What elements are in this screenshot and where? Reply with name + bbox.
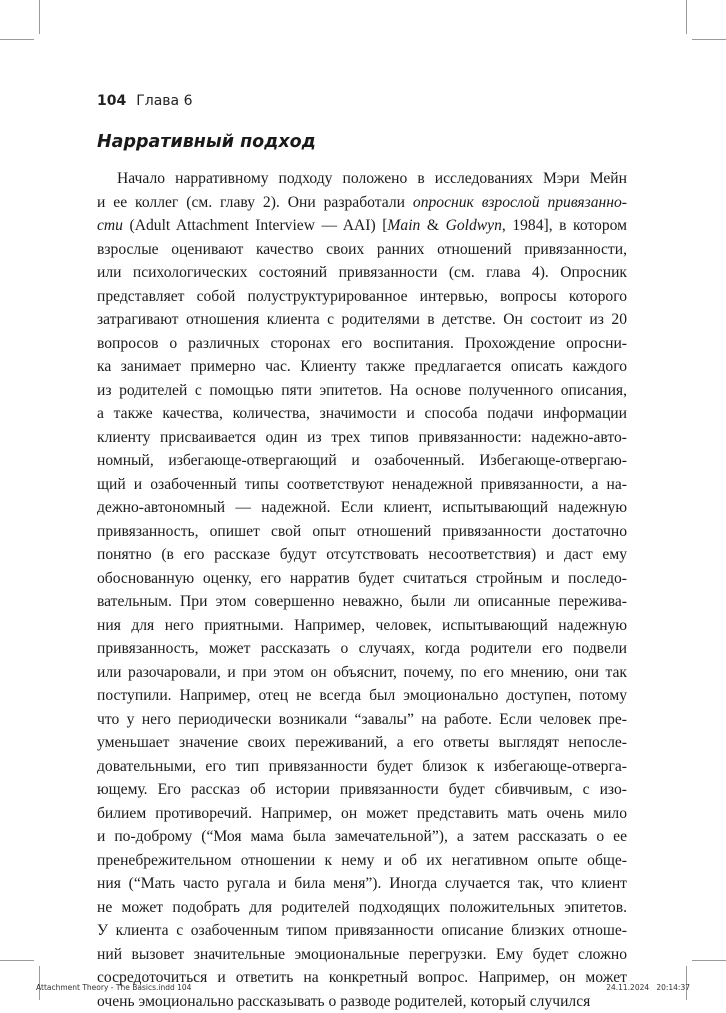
text-line: клиенту присваивается один из трех типов привязанности: надежно-авто-: [97, 426, 627, 450]
text-line: ния для него приятными. Например, человек, испытывающий надежную: [97, 614, 627, 638]
text-line: щий и озабоченный типы соответствуют ненадежной привязанности, а на-: [97, 473, 627, 497]
text-line: представляет собой полуструктурированное интервью, вопросы которого: [97, 285, 627, 309]
text-line: привязанность, опишет свой опыт отношений привязанности достаточно: [97, 520, 627, 544]
text-line: понятно (в его рассказе будут отсутствовать несоответствия) и даст ему: [97, 543, 627, 567]
text-line: затрагивают отношения клиента с родителями в детстве. Он состоит из 20: [97, 308, 627, 332]
text-line: и ее коллег (см. главу 2). Они разработали опросник взрослой привязанно-: [97, 191, 627, 215]
text-line: ка занимает примерно час. Клиенту также предлагается описать каждого: [97, 355, 627, 379]
running-head: [97, 93, 193, 109]
crop-mark-top-right: [686, 0, 687, 34]
text-line: а также качества, количества, значимости и способа подачи информации: [97, 402, 627, 426]
text-line: или разочаровали, и при этом он объяснит, почему, по его мнению, они так: [97, 661, 627, 685]
text-line: взрослые оценивают качество своих ранних отношений привязанности,: [97, 238, 627, 262]
chapter-label: Глава 6: [136, 93, 192, 109]
text-line: обоснованную оценку, его нарратив будет считаться стройным и последо-: [97, 567, 627, 591]
footer-timestamp: [606, 983, 690, 992]
text-line: Начало нарративному подходу положено в исследованиях Мэри Мейн: [97, 167, 627, 191]
crop-mark-right-top: [692, 39, 726, 40]
crop-mark-top-left: [39, 0, 40, 34]
crop-mark-left-bottom: [0, 960, 34, 961]
footer-time: 20:14:37: [656, 983, 690, 992]
text-line: не может подобрать для родителей подходящих положительных эпитетов.: [97, 896, 627, 920]
text-line: билием противоречий. Например, он может представить мать очень мило: [97, 802, 627, 826]
page-number: 104: [97, 93, 126, 109]
text-line: ний вызовет значительные эмоциональные перегрузки. Ему будет сложно: [97, 943, 627, 967]
footer-date: 24.11.2024: [606, 983, 649, 992]
text-line: поступили. Например, отец не всегда был эмоционально доступен, потому: [97, 684, 627, 708]
text-line: что у него периодически возникали “завалы” на работе. Если человек пре-: [97, 708, 627, 732]
text-line: сти (Adult Attachment Interview — AAI) [Main & Goldwyn, 1984], в котором: [97, 214, 627, 238]
text-line: сосредоточиться и ответить на конкретный вопрос. Например, он может: [97, 966, 627, 990]
text-line: или психологических состояний привязанности (см. глава 4). Опросник: [97, 261, 627, 285]
text-line: ния (“Мать часто ругала и била меня”). Иногда случается так, что клиент: [97, 872, 627, 896]
footer-file-info: Attachment Theory - The Basics.indd 104: [36, 983, 191, 992]
crop-mark-right-bottom: [692, 960, 726, 961]
crop-mark-left-top: [0, 39, 34, 40]
text-line: довательными, его тип привязанности будет близок к избегающе-отверга-: [97, 755, 627, 779]
text-line: уменьшает значение своих переживаний, а его ответы выглядят непосле-: [97, 731, 627, 755]
text-line: вательным. При этом совершенно неважно, были ли описанные пережива-: [97, 590, 627, 614]
text-line: очень эмоционально рассказывать о разводе родителей, который случился: [97, 990, 627, 1013]
text-line: привязанность, может рассказать о случаях, когда родители его подвели: [97, 637, 627, 661]
text-line: ющему. Его рассказ об истории привязанности будет сбивчивым, с изо-: [97, 778, 627, 802]
text-line: из родителей с помощью пяти эпитетов. На основе полученного описания,: [97, 379, 627, 403]
text-line: номный, избегающе-отвергающий и озабоченный. Избегающе-отвергаю-: [97, 449, 627, 473]
text-line: вопросов о различных сторонах его воспитания. Прохождение опросни-: [97, 332, 627, 356]
section-title: Нарративный подход: [97, 132, 316, 152]
body-text: [97, 167, 627, 1013]
text-line: дежно-автономный — надежной. Если клиент, испытывающий надежную: [97, 496, 627, 520]
text-line: пренебрежительном отношении к нему и об их негативном опыте обще-: [97, 849, 627, 873]
text-line: и по-доброму (“Моя мама была замечательной”), а затем рассказать о ее: [97, 825, 627, 849]
text-line: У клиента с озабоченным типом привязанности описание близких отноше-: [97, 919, 627, 943]
